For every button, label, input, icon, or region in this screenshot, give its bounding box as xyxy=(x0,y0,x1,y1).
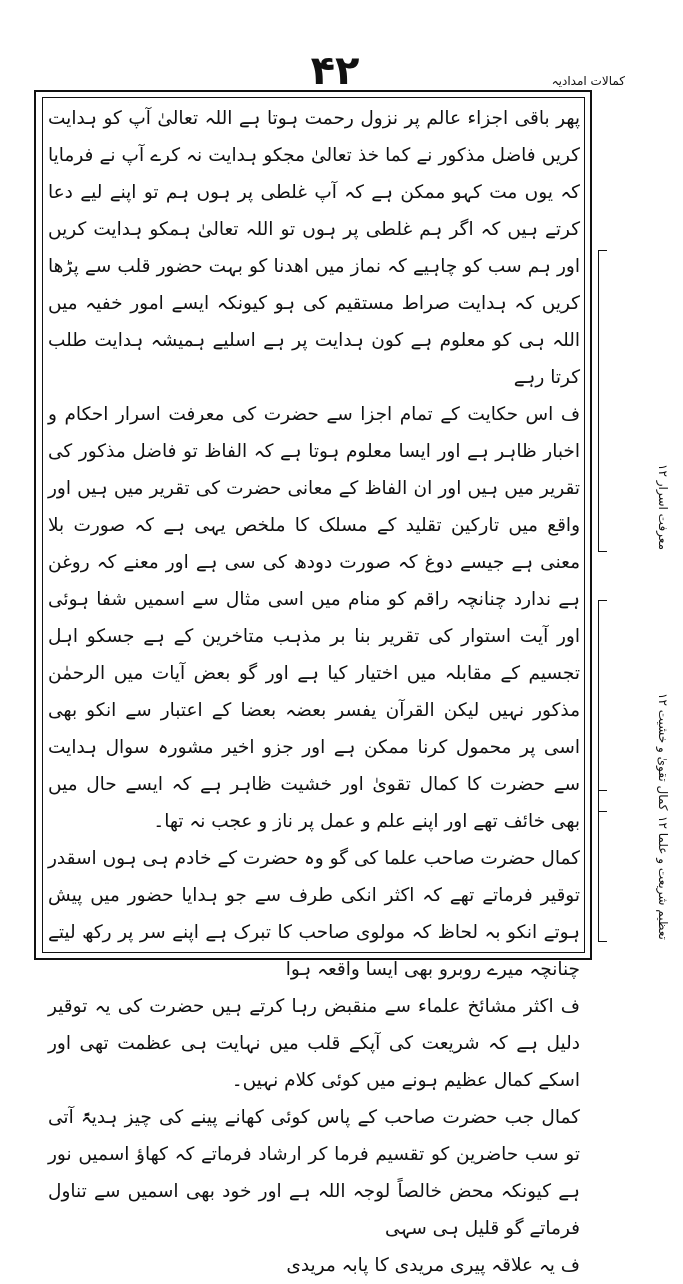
page-number: ۴۲ xyxy=(310,48,360,94)
running-title: کمالات امدادیہ xyxy=(551,74,625,88)
margin-note-taqwa: کمال تقویٰ و خشیت ۱۲ xyxy=(656,692,670,810)
paragraph: کمال جب حضرت صاحب کے پاس کوئی کھانے پینے کی چیز ہدیۃً آتی تو سب حاضرین کو تقسیم فرما کر ارشاد فرماتے کہ کھاؤ اسمیں نور ہے کیونکہ محض خالصاً لوجہ اللہ ہے اور خود بھی اسمیں سے تناول فرماتے گو قلیل ہی سہی xyxy=(48,1107,580,1239)
margin-note-tazeem: تعظیم شریعت و علما ۱۲ xyxy=(656,816,670,940)
paragraph: ف اکثر مشائخ علماء سے منقبض رہا کرتے ہیں حضرت کی یہ توقیر دلیل ہے کہ شریعت کی آپکے قلب میں نہایت ہی عظمت تھی اور اسکے کمال عظیم ہونے میں کوئی کلام نہیں۔ xyxy=(48,996,580,1091)
page-body xyxy=(48,100,580,1276)
paragraph: ف یہ علاقہ پیری مریدی کا پابہ مریدی xyxy=(286,1255,580,1276)
paragraph: کمال حضرت صاحب علما کی گو وہ حضرت کے خادم ہی ہوں اسقدر توقیر فرماتے تھے کہ اکثر انکی طرف سے جو ہدایا حضور میں پیش ہوتے انکو بہ لحاظ کہ مولوی صاحب کا تبرک ہے اپنے سر پر رکھ لیتے چنانچہ میرے روبرو بھی ایسا واقعہ ہوا xyxy=(48,848,580,980)
paragraph: پھر باقی اجزاء عالم پر نزول رحمت ہوتا ہے اللہ تعالیٰ آپ کو ہدایت کریں فاضل مذکور نے کما خذ تعالیٰ مجکو ہدایت نہ کرے آپ نے فرمایا کہ یوں مت کہو ممکن ہے کہ آپ غلطی پر ہوں ہم تو اپنے لیے دعا کرتے ہیں کہ اگر ہم غلطی پر ہوں تو اللہ تعالیٰ ہمکو ہدایت کریں اور ہم سب کو چاہیے کہ نماز میں اھدنا کو بہت حضور قلب سے پڑھا کریں کہ ہدایت صراط مستقیم کی ہو کیونکہ ایسے امور خفیہ میں اللہ ہی کو معلوم ہے کون ہدایت پر ہے اسلیے ہمیشہ ہدایت طلب کرتا رہے xyxy=(48,108,580,388)
margin-note-marifat: معرفت اسرار ۱۲ xyxy=(656,463,670,550)
paragraph: ف اس حکایت کے تمام اجزا سے حضرت کی معرفت اسرار احکام و اخبار ظاہر ہے اور ایسا معلوم ہوتا ہے کہ الفاظ تو فاضل مذکور کی تقریر میں ہیں اور ان الفاظ کے معانی حضرت کی تقریر میں ہیں اور واقع میں تارکین تقلید کے مسلک کا ملخص یہی ہے کہ صورت بلا معنی ہے جیسے دوغ کہ صورت دودھ کی سی ہے اور معنے کہ روغن ہے ندارد چنانچہ راقم کو منام میں اسی مثال سے اسمیں شفا ہوئی اور آیت استوار کی تقریر بنا بر مذہب متاخرین کے ہے جسکو اہل تجسیم کے مقابلہ میں اختیار کیا ہے اور گو بعض آیات میں الرحمٰن مذکور نہیں لیکن القرآن یفسر بعضہ بعضا کے اعتبار سے انکو بھی اسی پر محمول کرنا ممکن ہے اور جزو اخیر مشورہ سوال ہدایت سے حضرت کا کمال تقویٰ اور خشیت ظاہر ہے کہ ایسے حال میں بھی خائف تھے اور اپنے علم و عمل پر ناز و عجب نہ تھا۔ xyxy=(48,404,580,832)
